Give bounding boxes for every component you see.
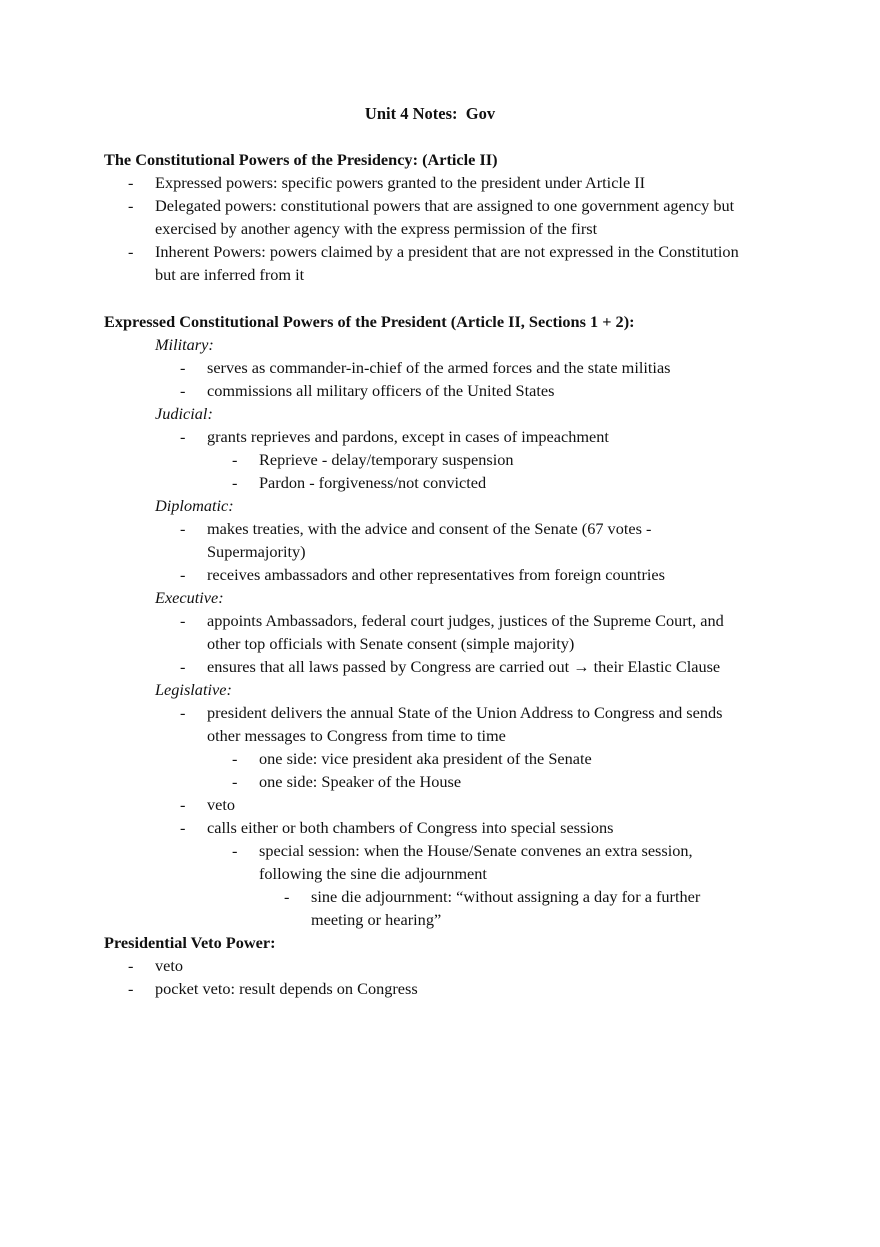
bullet-text: ensures that all laws passed by Congress are carried out → their Elastic Clause xyxy=(207,657,721,676)
bullet-dash: - xyxy=(232,841,238,860)
bullet-dash: - xyxy=(128,173,134,192)
bullet-text: serves as commander-in-chief of the armed forces and the state militias xyxy=(207,358,671,377)
category-military: Military: xyxy=(155,335,214,354)
page-title: Unit 4 Notes: Gov xyxy=(364,104,496,123)
sub-bullet-line xyxy=(232,747,794,770)
bullet-text: receives ambassadors and other representatives from foreign countries xyxy=(207,565,665,584)
section-heading-expressed-powers: Expressed Constitutional Powers of the President (Article II, Sections 1 + 2): xyxy=(104,312,635,331)
bullet-text: veto xyxy=(207,795,236,814)
sub-bullet-line xyxy=(232,839,794,862)
bullet-line xyxy=(180,816,794,839)
bullet-text: appoints Ambassadors, federal court judges, justices of the Supreme Court, and xyxy=(207,611,724,630)
bullet-line xyxy=(180,517,794,540)
bullet-text: Pardon - forgiveness/not convicted xyxy=(259,473,487,492)
bullet-text: pocket veto: result depends on Congress xyxy=(155,979,418,998)
bullet-line xyxy=(180,356,794,379)
bullet-line xyxy=(180,563,794,586)
bullet-dash: - xyxy=(180,703,186,722)
bullet-dash: - xyxy=(180,358,186,377)
notes-body xyxy=(104,148,794,1000)
bullet-dash: - xyxy=(180,519,186,538)
bullet-line xyxy=(180,793,794,816)
bullet-text: grants reprieves and pardons, except in cases of impeachment xyxy=(207,427,609,446)
category-diplomatic: Diplomatic: xyxy=(155,496,234,515)
bullet-text: president delivers the annual State of the Union Address to Congress and sends xyxy=(207,703,723,722)
spacer xyxy=(104,286,794,310)
bullet-continuation: exercised by another agency with the express permission of the first xyxy=(155,219,598,238)
bullet-line xyxy=(180,701,794,724)
section-heading-constitutional-powers: The Constitutional Powers of the Presidency: (Article II) xyxy=(104,150,498,169)
bullet-dash: - xyxy=(232,473,238,492)
bullet-dash: - xyxy=(284,887,290,906)
section-heading-veto-power: Presidential Veto Power: xyxy=(104,933,276,952)
bullet-dash: - xyxy=(128,956,134,975)
bullet-continuation: meeting or hearing” xyxy=(311,910,442,929)
bullet-line xyxy=(180,379,794,402)
bullet-line xyxy=(180,655,794,678)
bullet-dash: - xyxy=(232,749,238,768)
bullet-text: one side: vice president aka president of the Senate xyxy=(259,749,592,768)
bullet-dash: - xyxy=(128,242,134,261)
bullet-text: Delegated powers: constitutional powers that are assigned to one government agency but xyxy=(155,196,735,215)
bullet-text: special session: when the House/Senate convenes an extra session, xyxy=(259,841,693,860)
bullet-continuation: but are inferred from it xyxy=(155,265,305,284)
bullet-line xyxy=(180,609,794,632)
bullet-text: makes treaties, with the advice and consent of the Senate (67 votes - xyxy=(207,519,652,538)
sub-bullet-line xyxy=(232,471,794,494)
bullet-text: commissions all military officers of the United States xyxy=(207,381,555,400)
bullet-line xyxy=(180,425,794,448)
bullet-line xyxy=(128,954,794,977)
bullet-dash: - xyxy=(180,565,186,584)
bullet-line xyxy=(128,240,794,263)
category-executive: Executive: xyxy=(155,588,224,607)
category-judicial: Judicial: xyxy=(155,404,213,423)
bullet-dash: - xyxy=(128,196,134,215)
bullet-dash: - xyxy=(232,450,238,469)
bullet-dash: - xyxy=(128,979,134,998)
category-legislative: Legislative: xyxy=(155,680,232,699)
bullet-text: veto xyxy=(155,956,184,975)
bullet-text: Reprieve - delay/temporary suspension xyxy=(259,450,514,469)
sub-bullet-line xyxy=(232,448,794,471)
bullet-dash: - xyxy=(180,657,186,676)
bullet-dash: - xyxy=(180,818,186,837)
bullet-continuation: other messages to Congress from time to time xyxy=(207,726,506,745)
bullet-text: sine die adjournment: “without assigning a day for a further xyxy=(311,887,701,906)
bullet-dash: - xyxy=(180,611,186,630)
bullet-continuation: Supermajority) xyxy=(207,542,306,561)
sub-bullet-line xyxy=(232,770,794,793)
bullet-text: Expressed powers: specific powers granted to the president under Article II xyxy=(155,173,646,192)
bullet-dash: - xyxy=(180,427,186,446)
bullet-dash: - xyxy=(180,381,186,400)
bullet-line xyxy=(128,171,794,194)
bullet-text: one side: Speaker of the House xyxy=(259,772,462,791)
bullet-text: Inherent Powers: powers claimed by a president that are not expressed in the Constitution xyxy=(155,242,739,261)
sub-sub-bullet-line xyxy=(284,885,794,908)
bullet-text: calls either or both chambers of Congress into special sessions xyxy=(207,818,614,837)
bullet-continuation: following the sine die adjournment xyxy=(259,864,487,883)
bullet-line xyxy=(128,194,794,217)
bullet-continuation: other top officials with Senate consent (simple majority) xyxy=(207,634,575,653)
bullet-dash: - xyxy=(232,772,238,791)
bullet-dash: - xyxy=(180,795,186,814)
bullet-line xyxy=(128,977,794,1000)
